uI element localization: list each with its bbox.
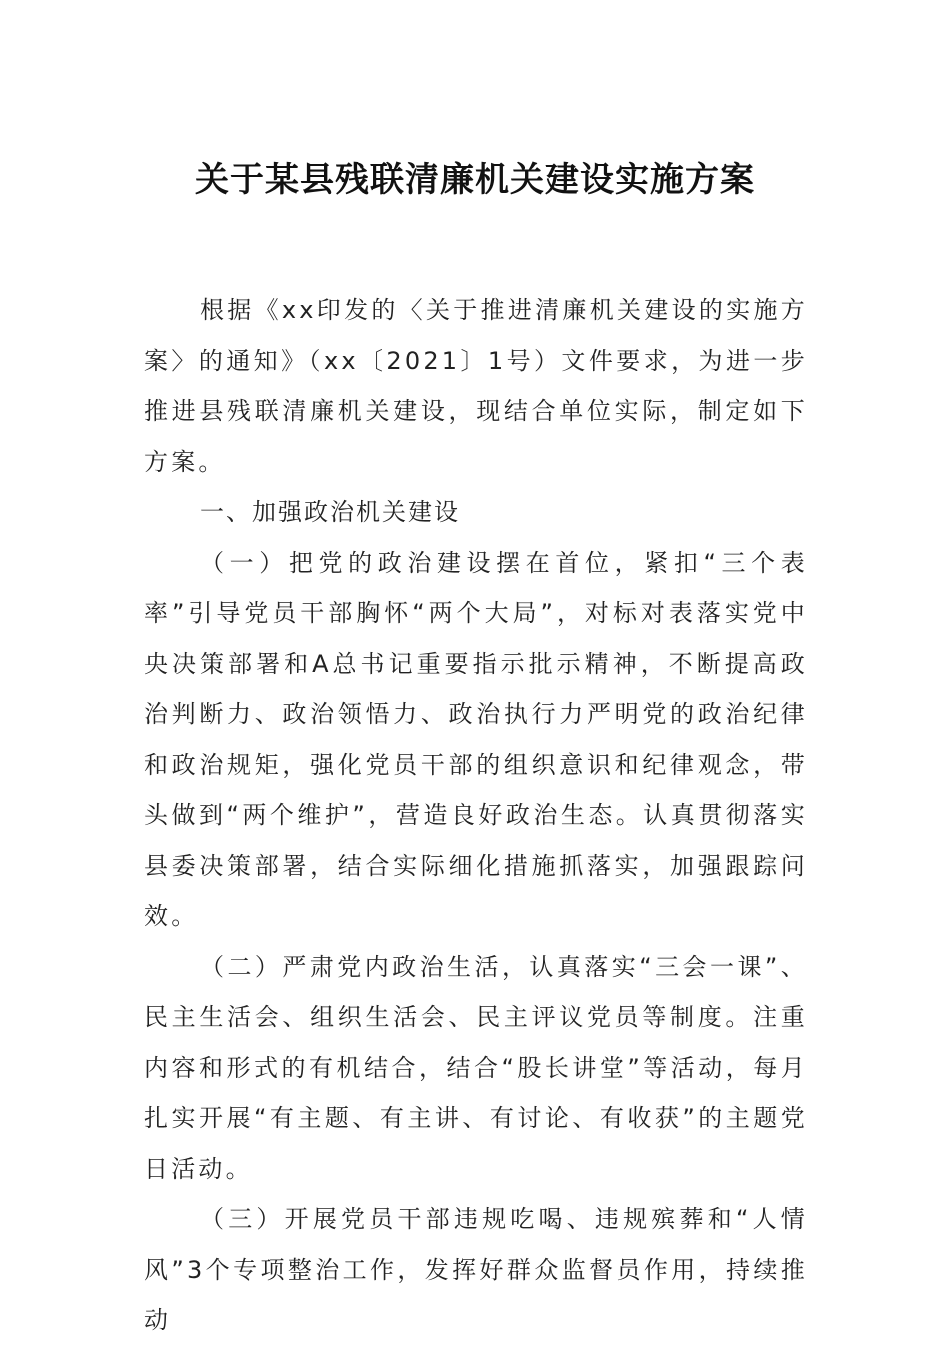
paragraph-item-2: （二）严肃党内政治生活，认真落实“三会一课”、民主生活会、组织生活会、民主评议党员等制度。注重内容和形式的有机结合，结合“股长讲堂”等活动，每月扎实开展“有主题、有主讲、有讨论、有收获”的主题党日活动。 xyxy=(144,952,808,1183)
document-body xyxy=(144,285,808,1346)
paragraph-item-1: （一）把党的政治建设摆在首位，紧扣“三个表率”引导党员干部胸怀“两个大局”，对标对表落实党中央决策部署和A总书记重要指示批示精神，不断提高政治判断力、政治领悟力、政治执行力严明党的政治纪律和政治规矩，强化党员干部的组织意识和纪律观念，带头做到“两个维护”，营造良好政治生态。认真贯彻落实县委决策部署，结合实际细化措施抓落实，加强跟踪问效。 xyxy=(144,548,808,930)
section-heading-1: 一、加强政治机关建设 xyxy=(200,498,460,526)
document-title: 关于某县残联清廉机关建设实施方案 xyxy=(195,160,755,200)
paragraph-item-3: （三）开展党员干部违规吃喝、违规殡葬和“人情风”3个专项整治工作，发挥好群众监督员作用，持续推动 xyxy=(144,1205,808,1334)
intro-paragraph: 根据《xx印发的〈关于推进清廉机关建设的实施方案〉的通知》（xx〔2021〕1号）文件要求，为进一步推进县残联清廉机关建设，现结合单位实际，制定如下方案。 xyxy=(144,296,808,476)
